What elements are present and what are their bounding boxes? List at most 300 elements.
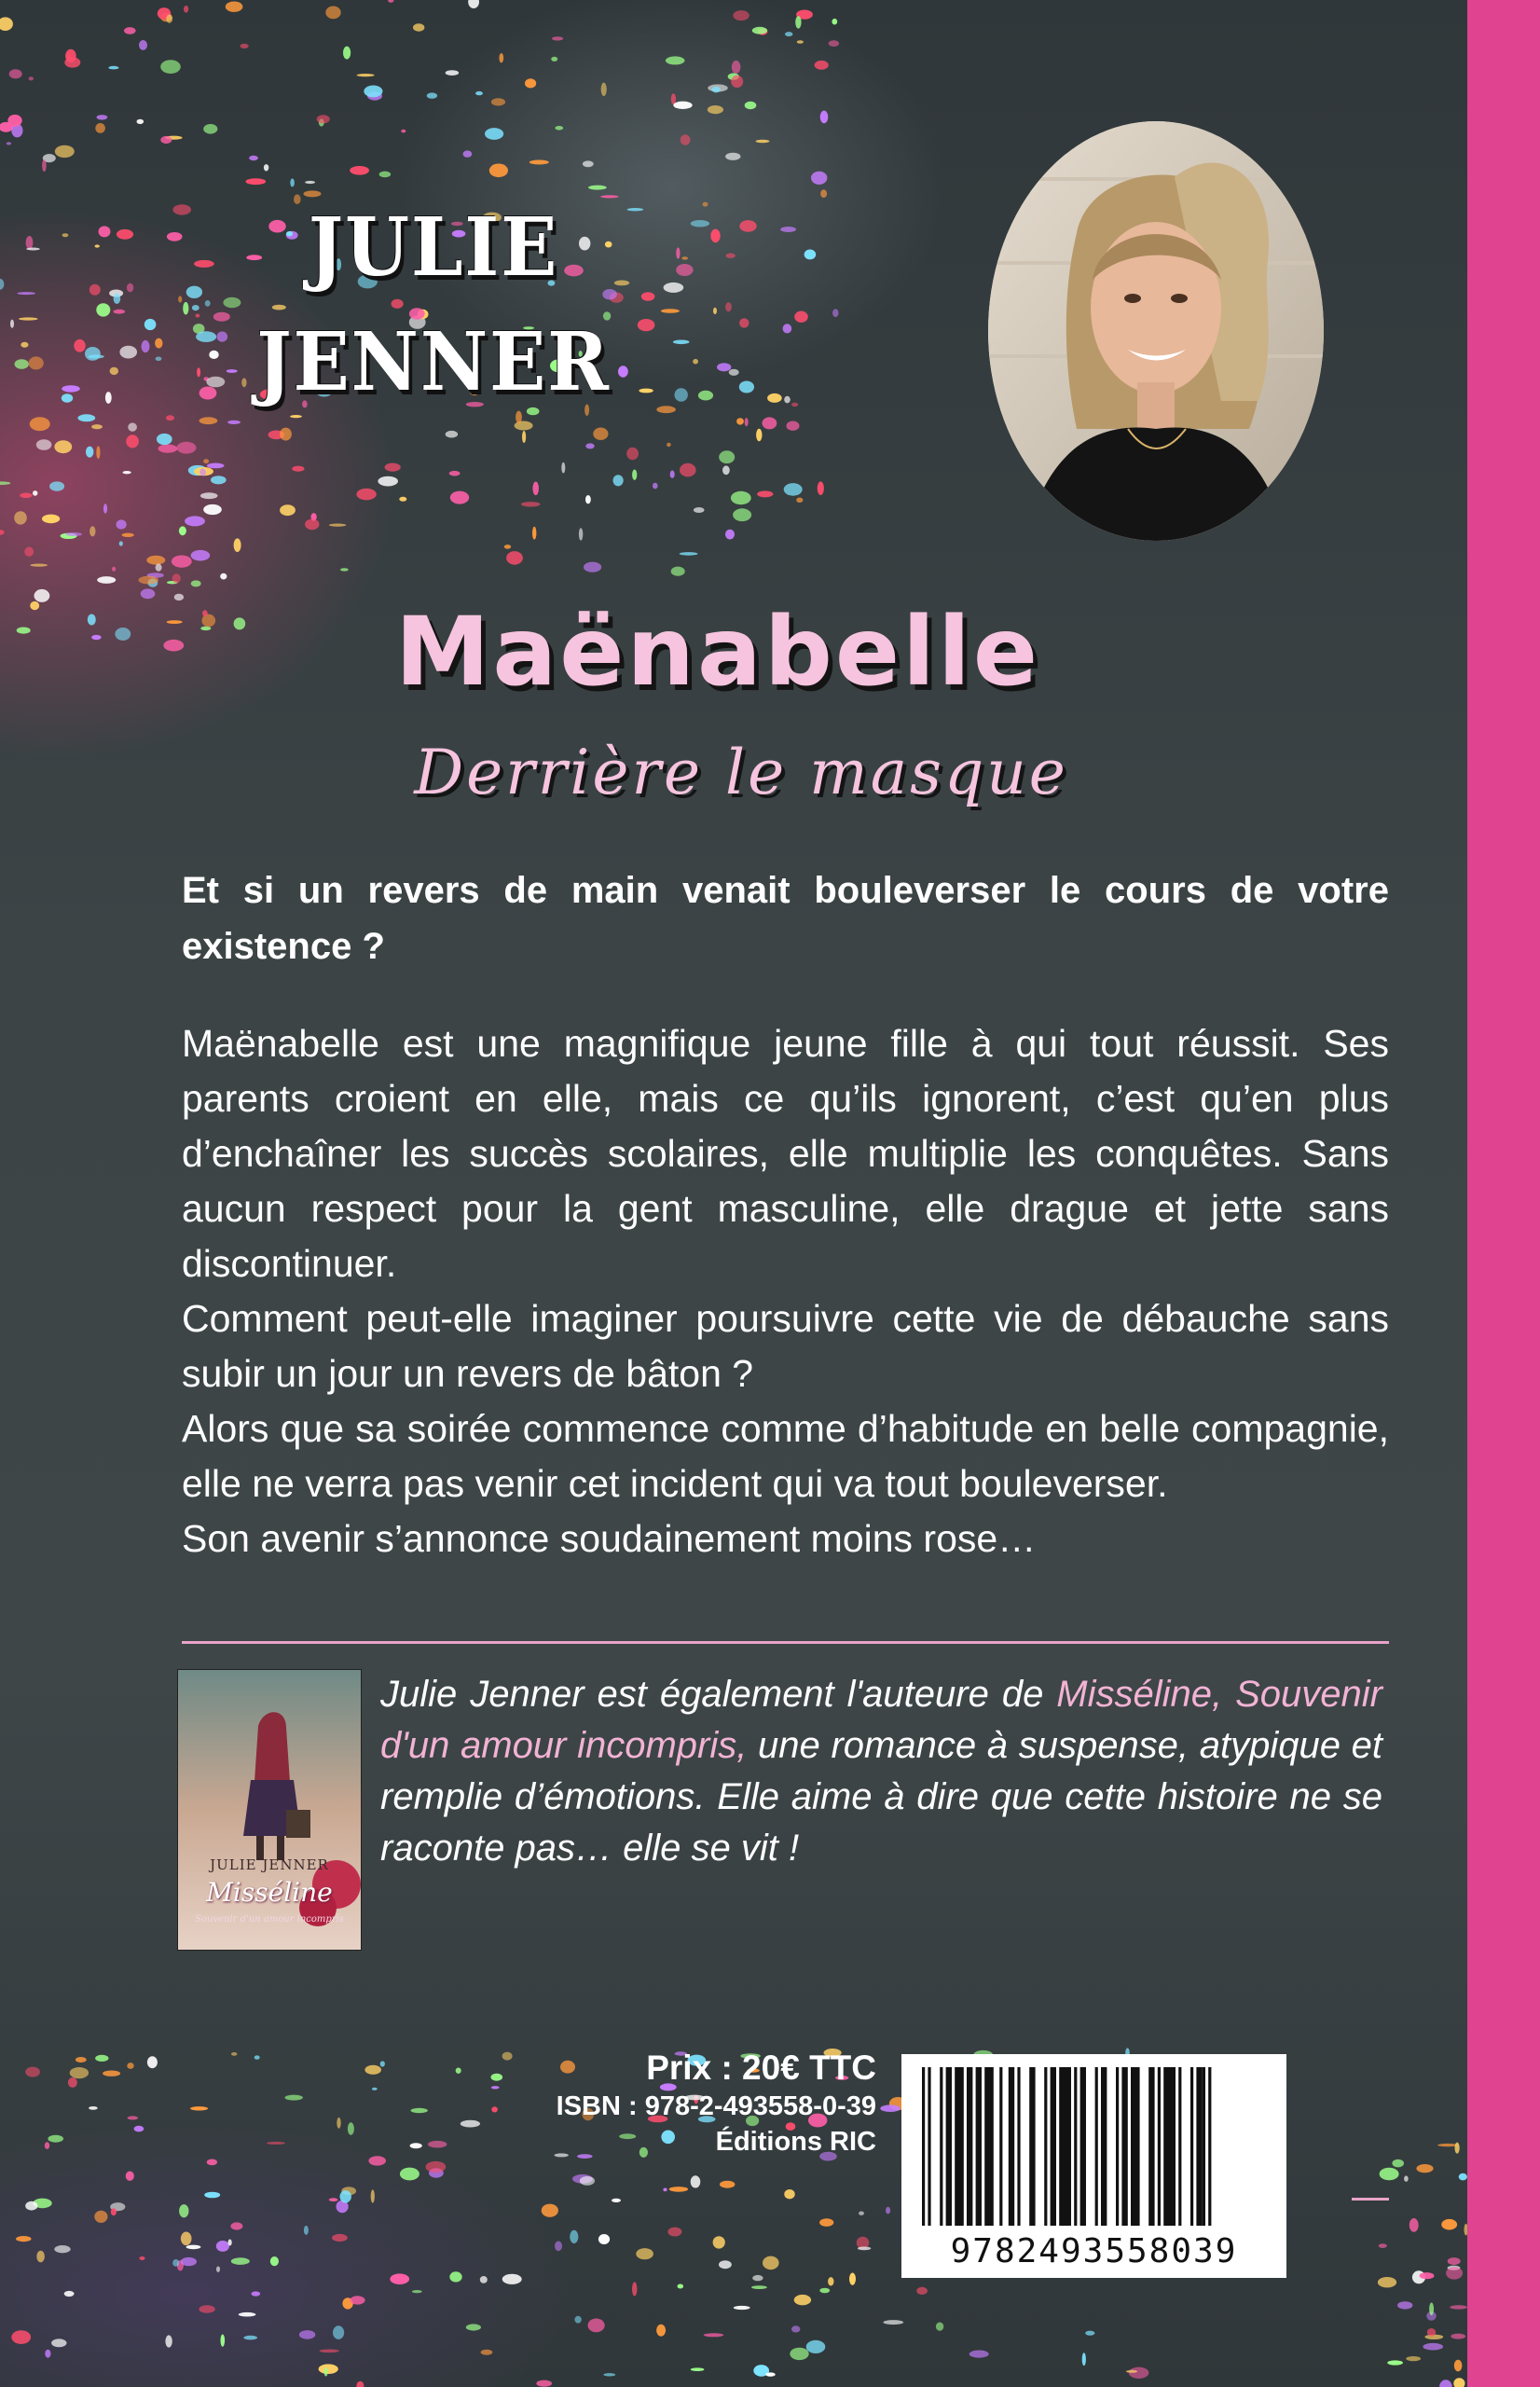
confetti-speck (185, 516, 205, 526)
confetti-speck (485, 128, 503, 140)
confetti-speck (138, 576, 158, 585)
confetti-speck (522, 431, 526, 443)
synopsis-paragraph-2: Comment peut-elle imaginer poursuivre cette vie de débauche sans subir un jour un revers de bâton ? (182, 1297, 1389, 1395)
confetti-speck (199, 417, 218, 424)
confetti-speck (332, 2234, 348, 2242)
confetti-speck (184, 6, 188, 13)
confetti-speck (119, 346, 137, 359)
confetti-speck (794, 2295, 811, 2305)
confetti-speck (241, 44, 249, 48)
barcode-bar (1163, 2067, 1176, 2226)
confetti-speck (1459, 2173, 1467, 2181)
confetti-speck (1437, 2144, 1457, 2146)
thumbnail-title: Misséline (206, 1877, 333, 1908)
confetti-speck (231, 2257, 250, 2265)
confetti-speck (636, 2248, 653, 2259)
confetti-speck (698, 391, 713, 401)
confetti-speck (632, 2282, 637, 2296)
confetti-speck (719, 2260, 732, 2269)
confetti-speck (579, 528, 583, 540)
confetti-speck (671, 93, 676, 104)
author-first-name: JULIE (308, 200, 559, 295)
confetti-speck (226, 2, 243, 12)
confetti-speck (25, 2067, 40, 2077)
confetti-speck (676, 264, 693, 276)
confetti-speck (114, 294, 121, 304)
confetti-speck (379, 172, 392, 178)
confetti-speck (200, 627, 211, 630)
confetti-speck (678, 2284, 684, 2289)
confetti-speck (752, 2275, 763, 2281)
confetti-speck (199, 2305, 214, 2312)
barcode-bar (1101, 2067, 1107, 2226)
barcode-bar (1080, 2067, 1086, 2226)
confetti-speck (19, 317, 38, 320)
confetti-speck (468, 0, 479, 8)
confetti-speck (446, 431, 458, 438)
confetti-speck (712, 87, 721, 93)
barcode-bar (976, 2067, 982, 2226)
barcode-bar (946, 2067, 952, 2226)
confetti-speck (368, 2156, 386, 2165)
confetti-speck (413, 23, 424, 31)
confetti-speck (234, 538, 241, 552)
confetti-speck (42, 159, 47, 172)
confetti-speck (936, 2323, 943, 2331)
confetti-speck (103, 2071, 120, 2077)
confetti-speck (710, 229, 720, 243)
confetti-speck (29, 76, 34, 80)
barcode-bar (1158, 2067, 1161, 2226)
confetti-speck (656, 2325, 666, 2337)
confetti-speck (880, 2104, 901, 2112)
confetti-speck (20, 493, 32, 499)
confetti-speck (267, 2142, 285, 2145)
confetti-speck (739, 220, 756, 232)
confetti-speck (223, 297, 241, 308)
barcode-bar (999, 2067, 1002, 2226)
confetti-speck (48, 2135, 63, 2143)
confetti-speck (203, 504, 222, 515)
confetti-speck (139, 2256, 144, 2260)
confetti-speck (480, 2276, 488, 2284)
confetti-speck (203, 459, 209, 463)
confetti-speck (285, 2095, 303, 2101)
confetti-speck (1406, 2356, 1421, 2361)
confetti-speck (11, 2330, 31, 2344)
confetti-speck (820, 111, 829, 124)
barcode-bar (1196, 2067, 1202, 2226)
confetti-speck (516, 411, 522, 424)
confetti-speck (34, 589, 50, 602)
barcode-bar (1009, 2067, 1014, 2226)
confetti-speck (832, 19, 837, 25)
confetti-speck (661, 309, 680, 313)
confetti-speck (356, 2381, 364, 2387)
confetti-speck (280, 504, 296, 516)
confetti-speck (304, 190, 322, 197)
confetti-speck (1429, 2303, 1434, 2316)
confetti-speck (613, 475, 624, 486)
confetti-speck (603, 2373, 615, 2376)
confetti-speck (745, 418, 749, 426)
confetti-speck (196, 314, 200, 318)
confetti-speck (364, 86, 382, 98)
author-photo (988, 121, 1324, 541)
confetti-speck (574, 2316, 581, 2324)
confetti-speck (29, 356, 44, 369)
confetti-speck (97, 115, 108, 119)
confetti-speck (1423, 2343, 1443, 2351)
confetti-speck (25, 2201, 37, 2211)
confetti-speck (669, 2187, 688, 2192)
confetti-speck (167, 232, 183, 241)
author-last-name: JENNER (256, 315, 611, 409)
confetti-speck (1397, 2301, 1412, 2309)
other-book-cover-thumbnail (177, 1669, 362, 1951)
confetti-speck (329, 524, 346, 527)
confetti-speck (626, 448, 639, 460)
confetti-speck (194, 260, 214, 268)
confetti-speck (231, 2052, 237, 2056)
confetti-speck (667, 2228, 681, 2237)
confetti-speck (731, 76, 743, 88)
price: Prix : 20€ TTC (646, 2049, 876, 2087)
confetti-speck (385, 463, 401, 472)
confetti-speck (16, 2236, 31, 2242)
confetti-speck (1082, 2353, 1086, 2366)
confetti-speck (676, 247, 680, 258)
confetti-speck (62, 233, 69, 237)
confetti-speck (849, 2273, 856, 2285)
confetti-speck (33, 490, 37, 496)
confetti-speck (681, 134, 691, 145)
confetti-speck (532, 527, 536, 540)
confetti-speck (1380, 2168, 1399, 2181)
confetti-speck (217, 332, 228, 342)
confetti-speck (205, 300, 211, 307)
confetti-speck (638, 319, 655, 331)
confetti-speck (209, 351, 218, 359)
confetti-speck (280, 428, 292, 441)
confetti-speck (228, 2240, 232, 2246)
confetti-speck (502, 2274, 522, 2284)
confetti-speck (521, 502, 541, 506)
confetti-speck (1450, 2305, 1467, 2309)
confetti-speck (181, 2232, 192, 2246)
confetti-speck (147, 2056, 158, 2068)
confetti-speck (30, 564, 48, 567)
confetti-speck (1448, 2257, 1461, 2265)
confetti-speck (21, 342, 28, 348)
confetti-speck (272, 305, 286, 310)
confetti-speck (693, 359, 698, 365)
confetti-speck (70, 2067, 89, 2078)
confetti-speck (45, 2142, 49, 2149)
confetti-speck (691, 220, 709, 227)
confetti-speck (329, 2198, 338, 2201)
confetti-speck (720, 2181, 735, 2188)
confetti-speck (206, 377, 225, 388)
confetti-speck (725, 302, 732, 311)
confetti-speck (76, 2057, 87, 2063)
confetti-speck (94, 2211, 107, 2223)
confetti-speck (305, 519, 319, 531)
confetti-speck (1453, 2378, 1464, 2387)
confetti-speck (91, 424, 103, 429)
confetti-speck (704, 2333, 723, 2337)
confetti-speck (337, 2118, 340, 2129)
confetti-speck (172, 573, 181, 583)
confetti-speck (95, 244, 100, 247)
confetti-speck (504, 545, 511, 549)
confetti-speck (99, 226, 111, 237)
barcode-bar (1208, 2067, 1211, 2226)
confetti-speck (77, 414, 95, 421)
confetti-speck (7, 142, 11, 145)
confetti-speck (388, 0, 393, 3)
confetti-speck (675, 388, 688, 401)
confetti-speck (112, 567, 116, 572)
confetti-speck (600, 195, 618, 198)
confetti-speck (350, 2296, 364, 2304)
confetti-speck (254, 2055, 260, 2059)
confetti-speck (119, 541, 123, 545)
confetti-speck (555, 126, 563, 131)
confetti-speck (681, 256, 688, 259)
confetti-speck (0, 481, 10, 485)
confetti-speck (95, 2055, 108, 2062)
confetti-speck (463, 150, 473, 157)
confetti-speck (884, 2320, 904, 2325)
confetti-speck (207, 463, 225, 469)
confetti-speck (542, 2204, 558, 2217)
confetti-speck (172, 556, 192, 568)
confetti-speck (264, 164, 268, 171)
confetti-speck (128, 422, 137, 431)
confetti-speck (401, 130, 406, 133)
confetti-speck (356, 489, 376, 501)
confetti-speck (588, 186, 607, 190)
confetti-speck (290, 178, 295, 186)
confetti-speck (10, 320, 14, 328)
confetti-speck (122, 533, 134, 537)
confetti-speck (127, 2063, 133, 2069)
barcode-bar (940, 2067, 942, 2226)
confetti-speck (1427, 2328, 1436, 2337)
confetti-speck (183, 302, 188, 315)
confetti-speck (886, 2207, 890, 2215)
confetti-speck (36, 2251, 45, 2263)
confetti-speck (166, 415, 174, 421)
confetti-speck (305, 181, 315, 184)
confetti-speck (304, 2226, 309, 2235)
barcode-bar (1059, 2067, 1071, 2226)
confetti-speck (36, 439, 52, 450)
confetti-speck (190, 2106, 208, 2110)
confetti-speck (199, 468, 206, 476)
confetti-speck (726, 254, 736, 258)
confetti-speck (703, 202, 708, 207)
confetti-speck (745, 102, 757, 109)
confetti-speck (784, 2189, 794, 2199)
confetti-speck (243, 2336, 257, 2340)
confetti-speck (466, 2324, 481, 2330)
confetti-speck (89, 526, 95, 536)
confetti-speck (239, 2312, 256, 2317)
confetti-speck (536, 2380, 552, 2387)
confetti-speck (731, 491, 751, 504)
confetti-speck (392, 299, 404, 309)
confetti-speck (691, 2367, 705, 2371)
confetti-speck (49, 481, 64, 490)
confetti-speck (664, 283, 684, 293)
confetti-speck (211, 476, 227, 484)
confetti-speck (1379, 2243, 1387, 2248)
confetti-speck (593, 428, 608, 440)
confetti-speck (752, 27, 767, 34)
confetti-speck (529, 160, 549, 165)
confetti-speck (172, 2259, 179, 2267)
book-title: Maënabelle (394, 597, 1041, 708)
confetti-speck (199, 387, 217, 400)
confetti-speck (378, 476, 398, 487)
confetti-speck (481, 2350, 493, 2355)
confetti-speck (108, 66, 118, 70)
barcode-bar (1203, 2067, 1205, 2226)
confetti-speck (790, 2348, 808, 2360)
barcode-bar (1190, 2067, 1193, 2226)
confetti-speck (656, 406, 676, 413)
confetti-speck (791, 403, 798, 407)
confetti-speck (30, 417, 50, 431)
confetti-speck (134, 2126, 144, 2132)
confetti-speck (780, 227, 796, 232)
confetti-speck (1085, 2331, 1094, 2336)
confetti-speck (673, 102, 692, 109)
confetti-speck (197, 367, 200, 377)
confetti-speck (371, 2189, 375, 2202)
confetti-speck (74, 339, 85, 352)
confetti-speck (317, 115, 330, 123)
confetti-speck (89, 2106, 98, 2110)
confetti-speck (91, 635, 102, 640)
confetti-speck (111, 2208, 117, 2215)
confetti-speck (45, 2350, 50, 2358)
confetti-speck (570, 2230, 578, 2243)
confetti-speck (165, 2335, 172, 2347)
confetti-speck (270, 2256, 279, 2266)
confetti-speck (525, 78, 536, 88)
confetti-speck (765, 2372, 775, 2376)
confetti-speck (732, 61, 741, 74)
confetti-speck (733, 508, 751, 521)
author-bio (380, 1669, 1382, 1874)
confetti-speck (722, 465, 730, 475)
confetti-speck (160, 136, 172, 144)
confetti-speck (97, 576, 116, 584)
confetti-speck (213, 312, 230, 322)
confetti-speck (653, 483, 658, 490)
confetti-speck (713, 2236, 725, 2248)
confetti-speck (916, 2287, 928, 2295)
confetti-speck (160, 60, 181, 74)
confetti-speck (736, 418, 744, 424)
confetti-speck (207, 2159, 217, 2166)
confetti-speck (186, 2245, 201, 2250)
publisher: Éditions RIC (715, 2127, 876, 2157)
confetti-speck (818, 481, 824, 495)
confetti-speck (110, 367, 118, 375)
confetti-speck (364, 2065, 381, 2075)
barcode-number: 9782493558039 (950, 2232, 1238, 2270)
confetti-speck (796, 498, 803, 504)
thumbnail-author: JULIE JENNER (210, 1856, 329, 1873)
price-info (410, 2048, 876, 2159)
confetti-speck (663, 2188, 667, 2192)
confetti-speck (815, 61, 829, 70)
confetti-speck (26, 248, 40, 251)
confetti-speck (372, 2088, 378, 2090)
confetti-speck (68, 2077, 77, 2088)
confetti-speck (179, 526, 186, 535)
confetti-speck (157, 434, 172, 445)
confetti-speck (200, 492, 218, 499)
confetti-speck (787, 421, 800, 431)
confetti-speck (181, 2257, 197, 2266)
confetti-speck (427, 92, 437, 98)
confetti-speck (588, 2319, 605, 2333)
confetti-speck (585, 443, 594, 448)
barcode-bar (1116, 2067, 1119, 2226)
confetti-speck (1451, 2334, 1465, 2339)
confetti-speck (390, 2273, 409, 2284)
confetti-speck (725, 153, 740, 160)
confetti-speck (357, 74, 375, 76)
confetti-speck (220, 573, 227, 580)
confetti-speck (174, 594, 184, 600)
barcode-bar (1051, 2067, 1056, 2226)
confetti-speck (17, 628, 31, 634)
confetti-speck (320, 2350, 339, 2353)
confetti-speck (859, 2212, 864, 2215)
confetti-speck (103, 504, 107, 513)
confetti-speck (680, 552, 698, 556)
confetti-speck (1441, 2219, 1457, 2230)
confetti-speck (1455, 2143, 1460, 2154)
confetti-speck (1420, 2272, 1435, 2279)
confetti-speck (137, 119, 144, 124)
confetti-speck (155, 338, 162, 349)
barcode-bar (1148, 2067, 1154, 2226)
confetti-speck (767, 393, 782, 403)
confetti-speck (580, 2176, 595, 2186)
confetti-speck (51, 2339, 66, 2347)
confetti-speck (1409, 2218, 1419, 2232)
confetti-speck (1404, 2175, 1409, 2181)
confetti-speck (0, 279, 4, 290)
confetti-speck (784, 483, 803, 496)
confetti-speck (216, 2241, 229, 2252)
confetti-speck (196, 331, 216, 342)
confetti-speck (491, 98, 505, 105)
confetti-speck (88, 614, 96, 626)
confetti-speck (708, 105, 723, 114)
confetti-speck (1439, 2380, 1452, 2387)
confetti-speck (691, 2175, 701, 2187)
barcode-bar (955, 2067, 964, 2226)
confetti-speck (14, 511, 27, 524)
